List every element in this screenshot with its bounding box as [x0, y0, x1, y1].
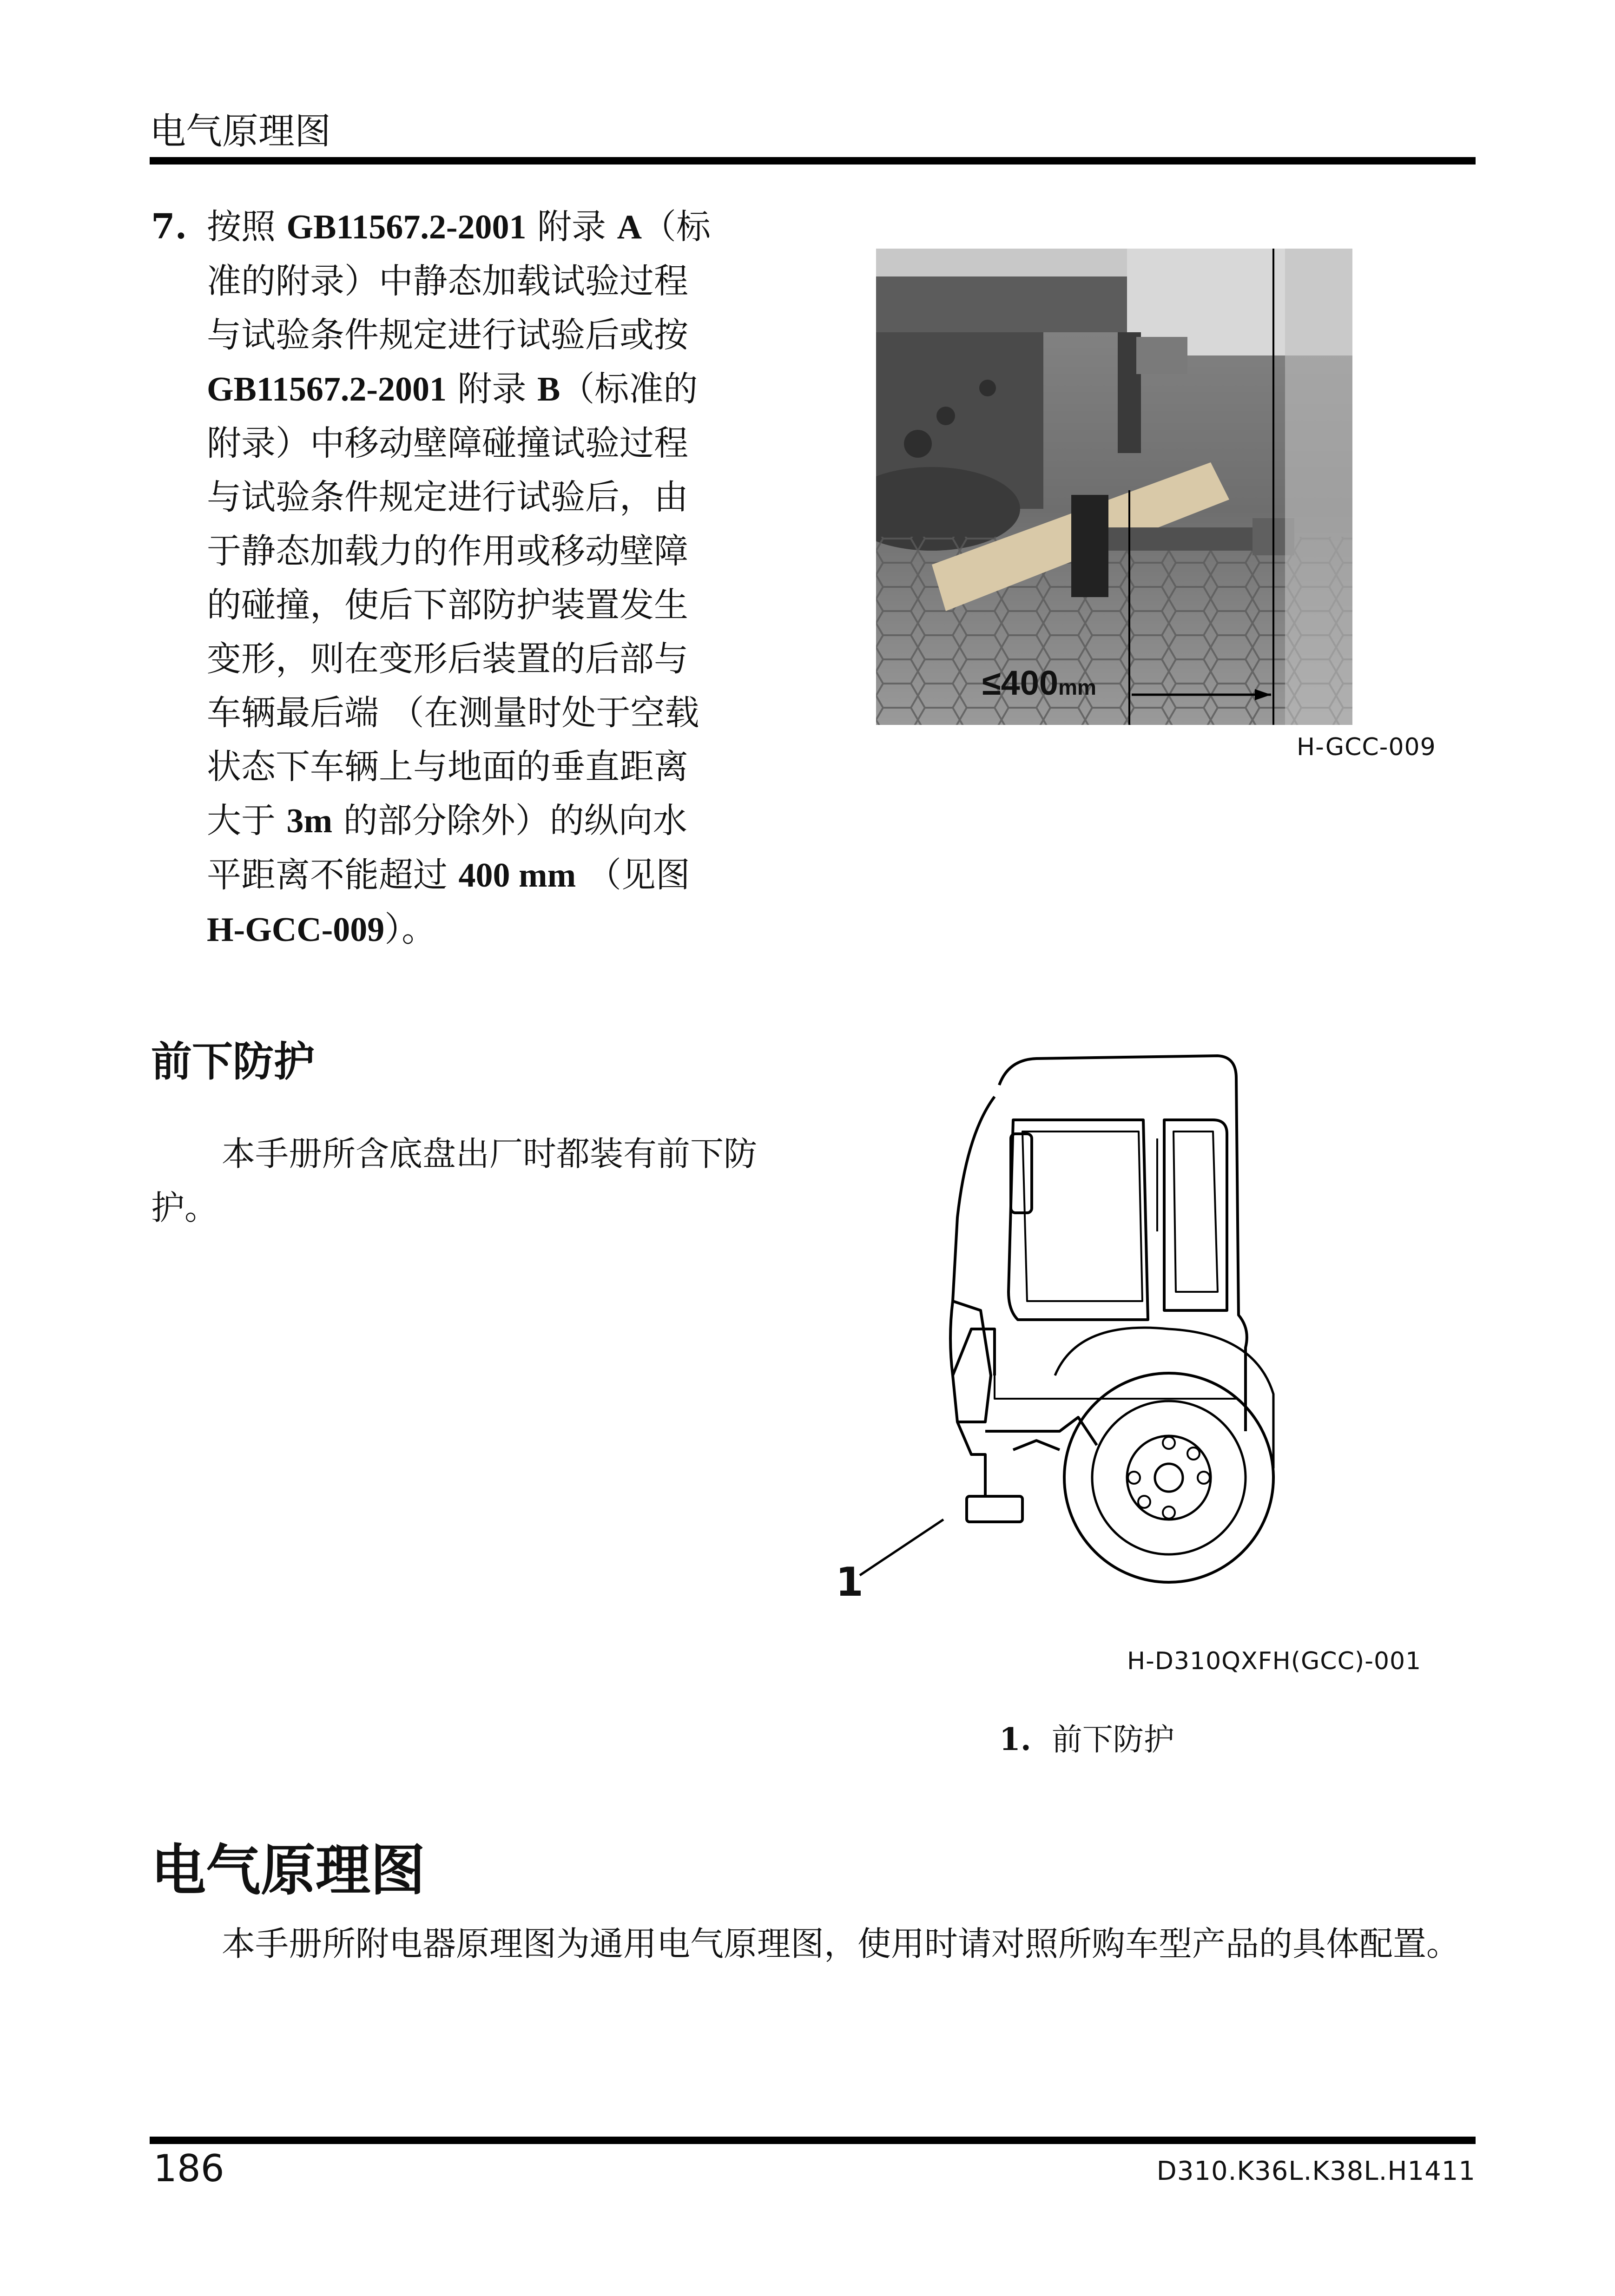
rear-guard-photo-image — [876, 249, 1352, 725]
item-7-line: 大于 3m 的部分除外）的纵向水 — [207, 801, 687, 841]
footer-rule — [150, 2137, 1476, 2144]
item-7-line: 车辆最后端 （在测量时处于空载 — [207, 693, 699, 733]
standard-reference: B — [537, 370, 560, 408]
rear-guard-photo — [876, 249, 1352, 725]
caption-number: 1. — [999, 1721, 1031, 1757]
item-7 — [151, 200, 774, 957]
distance-label: ≤400mm — [982, 664, 1096, 702]
document-code: D310.K36L.K38L.H1411 — [1156, 2156, 1476, 2186]
running-head: 电气原理图 — [150, 111, 331, 152]
truck-cab-drawing-image — [818, 1050, 1352, 1622]
front-guard-paragraph: 本手册所含底盘出厂时都装有前下防护。 — [151, 1134, 758, 1227]
callout-number-1: 1 — [836, 1559, 864, 1605]
item-7-line: GB11567.2-2001 附录 B（标准的 — [207, 369, 698, 409]
section-heading-electrical: 电气原理图 — [151, 1838, 426, 1902]
figure-label-gcc-009: H-GCC-009 — [1297, 733, 1436, 761]
header-rule — [150, 157, 1476, 164]
figure-caption — [999, 1715, 1174, 1759]
item-7-number: 7. — [151, 207, 187, 247]
figure-label-d310qxfh: H-D310QXFH(GCC)-001 — [1127, 1647, 1422, 1675]
item-7-line: 与试验条件规定进行试验后，由 — [207, 477, 688, 517]
item-7-line: H-GCC-009）。 — [207, 909, 436, 949]
item-7-line: 的碰撞，使后下部防护装置发生 — [207, 585, 688, 625]
item-7-line: 附录）中移动壁障碰撞试验过程 — [207, 423, 688, 463]
standard-reference: 400 mm — [458, 856, 576, 895]
caption-text: 前下防护 — [1051, 1722, 1174, 1757]
item-7-line: 变形，则在变形后装置的后部与 — [207, 639, 688, 679]
electrical-paragraph: 本手册所附电器原理图为通用电气原理图，使用时请对照所购车型产品的具体配置。 — [222, 1924, 1460, 1963]
item-7-line: 于静态加载力的作用或移动壁障 — [207, 531, 688, 571]
item-7-line: 与试验条件规定进行试验后或按 — [207, 315, 688, 355]
section-heading-front-guard: 前下防护 — [151, 1038, 315, 1086]
standard-reference: GB11567.2-2001 — [207, 370, 447, 408]
item-7-line: 状态下车辆上与地面的垂直距离 — [207, 747, 688, 787]
truck-cab-drawing — [818, 1050, 1352, 1622]
standard-reference: GB11567.2-2001 — [286, 208, 527, 246]
item-7-line: 平距离不能超过 400 mm （见图 — [207, 855, 690, 895]
standard-reference: H-GCC-009 — [207, 911, 385, 949]
standard-reference: A — [617, 208, 642, 246]
item-7-line: 按照 GB11567.2-2001 附录 A（标 — [207, 207, 711, 247]
page-number: 186 — [153, 2147, 224, 2190]
item-7-line: 准的附录）中静态加载试验过程 — [207, 261, 688, 301]
item-7-text — [207, 200, 774, 957]
standard-reference: 3m — [286, 802, 333, 840]
